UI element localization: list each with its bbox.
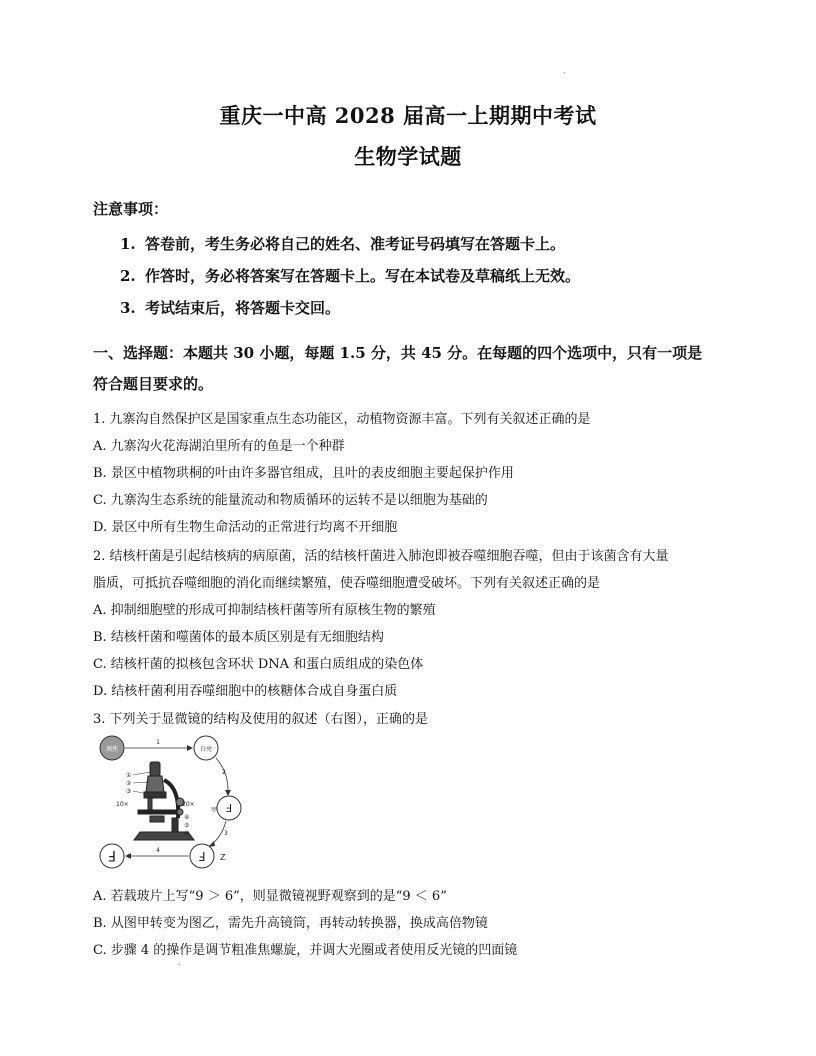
question-2-option-b: B. 结核杆菌和噬菌体的最本质区别是有无细胞结构 <box>93 630 384 645</box>
question-1-option-b: B. 景区中植物珙桐的叶由许多器官组成，且叶的表皮细胞主要起保护作用 <box>93 466 514 481</box>
part-1: ① <box>126 772 132 779</box>
section-heading: 一、选择题：本题共 30 小题，每题 1.5 分，共 45 分。在每题的四个选项中，只有一项是 <box>93 344 703 362</box>
notice-num: 2. <box>120 267 136 285</box>
step-4-label: 4 <box>156 847 160 854</box>
question-1-option-a: A. 九寨沟火花海湖泊里所有的鱼是一个种群 <box>93 439 345 454</box>
question-1-option-d: D. 景区中所有生物生命活动的正常进行均离不开细胞 <box>93 520 398 535</box>
question-3-option-c: C. 步骤 4 的操作是调节粗准焦螺旋，并调大光圈或者使用反光镜的凹面镜 <box>93 943 518 958</box>
part-6: ⑥ <box>184 830 190 837</box>
question-3-option-a: A. 若载玻片上写“9 ＞ 6”，则显微镜视野观察到的是“9 ＜ 6” <box>93 889 447 904</box>
end-label: 白亮 <box>199 746 213 753</box>
exam-subject: 生物学试题 <box>354 144 462 169</box>
part-2: ② <box>126 780 132 787</box>
notice-item <box>120 297 340 318</box>
final-letter: F <box>107 847 117 863</box>
notice-text: 考试结束后，将答题卡交回。 <box>145 299 341 317</box>
start-label: 调焦 <box>105 746 119 753</box>
section-heading-cont: 符合题目要求的。 <box>93 375 214 393</box>
notice-item <box>120 233 565 254</box>
question-2-option-d: D. 结核杆菌利用吞噬细胞中的核糖体合成自身蛋白质 <box>93 684 398 699</box>
part-3: ③ <box>126 788 132 795</box>
yi-letter: F <box>198 849 206 863</box>
question-2-option-a: A. 抑制细胞壁的形成可抑制结核杆菌等所有原核生物的繁殖 <box>93 603 436 618</box>
microscope-figure <box>98 732 253 872</box>
step-1-label: 1 <box>156 739 160 746</box>
exam-title: 重庆一中高 2028 届高一上期期中考试 <box>219 103 597 128</box>
question-2-option-c: C. 结核杆菌的拟核包含环状 DNA 和蛋白质组成的染色体 <box>93 657 424 672</box>
part-5: ⑤ <box>184 822 190 829</box>
question-1-stem: 1. 九寨沟自然保护区是国家重点生态功能区，动植物资源丰富。下列有关叙述正确的是 <box>93 412 591 427</box>
mag-10x: 10× <box>116 801 129 808</box>
scan-dot: . <box>563 66 566 75</box>
scan-dot: . <box>178 958 181 967</box>
part-4: ④ <box>184 814 190 821</box>
question-1-option-c: C. 九寨沟生态系统的能量流动和物质循环的运转不是以细胞为基础的 <box>93 493 488 508</box>
question-2-stem-cont: 脂质，可抵抗吞噬细胞的消化而继续繁殖，使吞噬细胞遭受破坏。下列有关叙述正确的是 <box>93 576 601 591</box>
notice-num: 1. <box>120 235 136 253</box>
question-2-stem: 2. 结核杆菌是引起结核病的病原菌，活的结核杆菌进入肺泡即被吞噬细胞吞噬，但由于该菌含有大量 <box>93 549 669 564</box>
notice-heading: 注意事项： <box>93 200 169 218</box>
question-3-stem: 3. 下列关于显微镜的结构及使用的叙述（右图），正确的是 <box>93 712 429 727</box>
step-2-label: 2 <box>222 769 226 776</box>
notice-num: 3. <box>120 299 136 317</box>
notice-text: 答卷前，考生务必将自己的姓名、准考证号码填写在答题卡上。 <box>145 235 566 253</box>
notice-text: 作答时，务必将答案写在答题卡上。写在本试卷及草稿纸上无效。 <box>145 267 581 285</box>
jia-label: 甲 <box>211 807 218 814</box>
step-3-label: 3 <box>224 830 228 837</box>
yi-label: Z <box>220 853 226 862</box>
notice-item <box>120 265 580 286</box>
mag-20x: 20× <box>182 801 195 808</box>
question-3-option-b: B. 从图甲转变为图乙，需先升高镜筒，再转动转换器，换成高倍物镜 <box>93 916 488 931</box>
jia-letter: F <box>225 801 233 814</box>
